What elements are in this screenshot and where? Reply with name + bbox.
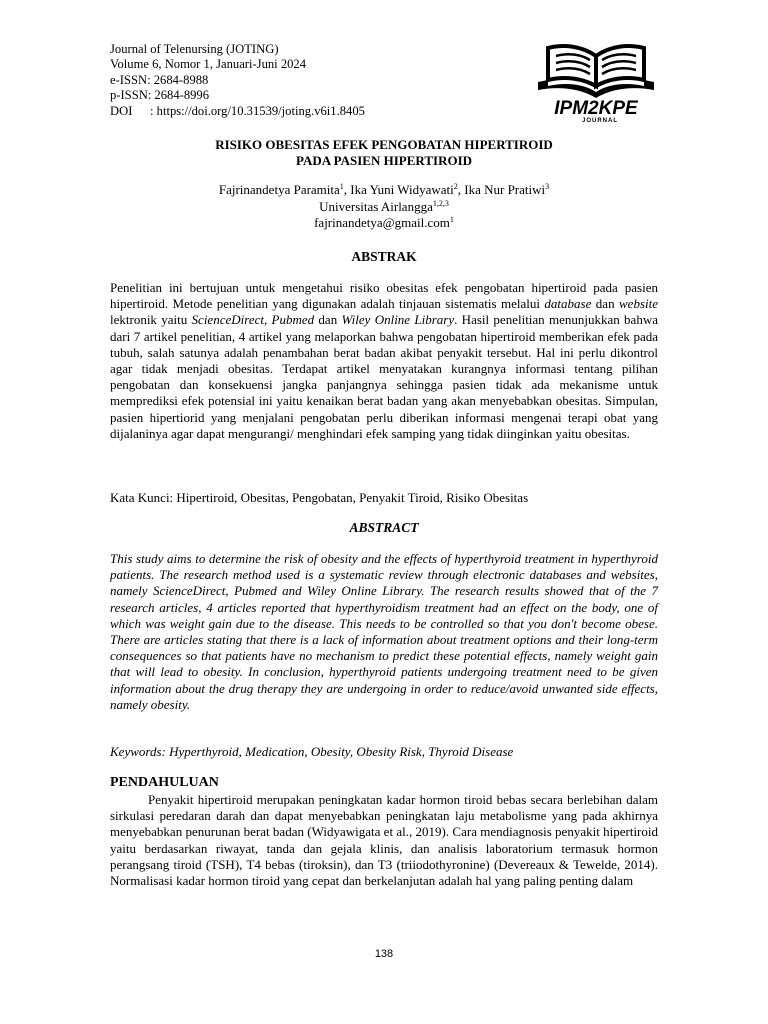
author-sep: , bbox=[343, 182, 351, 197]
abstrak-italic-term: ScienceDirect, Pubmed bbox=[191, 312, 315, 328]
affiliation-sup: 1,2,3 bbox=[432, 198, 449, 208]
kata-kunci: Kata Kunci: Hipertiroid, Obesitas, Pengobatan, Penyakit Tiroid, Risiko Obesitas bbox=[110, 490, 529, 505]
doi-link[interactable]: : https://doi.org/10.31539/joting.v6i1.8405 bbox=[150, 103, 365, 118]
abstrak-text-part: dan bbox=[591, 296, 619, 312]
author-list bbox=[110, 182, 658, 199]
title-line-1: RISIKO OBESITAS EFEK PENGOBATAN HIPERTIROID bbox=[215, 137, 553, 152]
affiliation bbox=[110, 199, 658, 216]
author-3: Ika Nur Pratiwi bbox=[464, 182, 546, 197]
author-1-sup: 1 bbox=[339, 182, 344, 191]
abstrak-text bbox=[110, 280, 658, 442]
journal-logo bbox=[534, 40, 658, 124]
paper-title bbox=[110, 137, 658, 168]
logo-sub-text: JOURNAL bbox=[581, 118, 619, 124]
author-3-sup: 3 bbox=[545, 182, 550, 191]
author-sep: , bbox=[457, 182, 465, 197]
pendahuluan-heading: PENDAHULUAN bbox=[110, 775, 219, 790]
author-email bbox=[110, 215, 658, 232]
author-1: Fajrinandetya Paramita bbox=[218, 182, 340, 197]
abstract-heading: ABSTRACT bbox=[349, 520, 419, 535]
abstrak-italic-term: website bbox=[619, 296, 658, 312]
abstrak-italic-term: database bbox=[544, 296, 592, 312]
journal-volume: Volume 6, Nomor 1, Januari-Juni 2024 bbox=[110, 57, 307, 72]
open-book-icon bbox=[534, 40, 658, 124]
affiliation-name: Universitas Airlangga bbox=[319, 198, 433, 214]
abstrak-heading: ABSTRAK bbox=[351, 249, 417, 264]
email-address[interactable]: fajrinandetya@gmail.com bbox=[314, 215, 450, 230]
author-2: Ika Yuni Widyawati bbox=[350, 182, 454, 197]
abstrak-text-part: lektronik yaitu bbox=[110, 312, 192, 328]
doi-label: DOI bbox=[110, 103, 133, 118]
journal-pissn: p-ISSN: 2684-8996 bbox=[110, 88, 210, 103]
author-2-sup: 2 bbox=[453, 182, 458, 191]
journal-doi bbox=[110, 104, 365, 119]
abstract-text: This study aims to determine the risk of obesity and the effects of hyperthyroid treatment in hyperthyroid patients. The research method used is a systematic review through electronic databases and websites, namely ScienceDirect, Pubmed and Wiley Online Library. The research results showed that of the 7 research articles, 4 articles reported that hyperthyroidism treatment had an effect on the body, one of which was weight gain due to the disease. This needs to be controlled so that you don't become obese. There are articles stating that there is a lack of information about treatment options and their long-term consequences so that patients have no mechanism to predict these potential effects, namely weight gain that will lead to obesity. In conclusion, hyperthyroid patients undergoing treatment need to be given information about the drug therapy they are undergoing in order to reduce/avoid unwanted side effects, namely obesity. bbox=[110, 551, 658, 712]
page-number: 138 bbox=[374, 948, 394, 960]
pendahuluan-text: Penyakit hipertiroid merupakan peningkatan kadar hormon tiroid bebas secara berlebihan dalam sirkulasi peredaran darah dan dapat menyebabkan peningkatan laju metabolisme yang pada akhirnya menyebabkan penurunan berat badan (Widyawigata et al., 2019). Cara mendiagnosis penyakit hipertiroid yaitu berdasarkan riwayat, tanda dan gejala klinis, dan analisis laboratorium termasuk hormon perangsang tiroid (TSH), T4 bebas (tiroksin), dan T3 (triiodothyronine) (Devereaux & Tewelde, 2014). Normalisasi kadar hormon tiroid yang cepat dan berkelanjutan adalah hal yang paling penting dalam bbox=[110, 792, 658, 889]
title-line-2: PADA PASIEN HIPERTIROID bbox=[295, 152, 473, 168]
email-sup: 1 bbox=[449, 215, 454, 224]
abstrak-text-part: dan bbox=[314, 312, 342, 328]
author-block bbox=[110, 182, 658, 232]
abstract-keywords: Keywords: Hyperthyroid, Medication, Obesity, Obesity Risk, Thyroid Disease bbox=[110, 744, 514, 759]
abstrak-italic-term: Wiley Online Library bbox=[341, 312, 455, 328]
journal-name: Journal of Telenursing (JOTING) bbox=[110, 42, 279, 56]
abstrak-text-part: Penelitian ini bertujuan untuk mengetahui risiko obesitas efek pengobatan hipertiroid pada pasien hipertiroid. Metode penelitian yang digunakan adalah tinjauan sistematis melalui bbox=[110, 280, 658, 312]
journal-eissn: e-ISSN: 2684-8988 bbox=[110, 72, 209, 87]
abstrak-text-part: . Hasil penelitian menunjukkan bahwa dari 7 artikel penelitian, 4 artikel yang melaporkan bahwa pengobatan hipertiroid memberikan efek pada tubuh, salah satunya adalah penambahan berat badan akibat penyakit tersebut. Hal ini perlu dikontrol agar tidak menjadi obesitas. Terdapat artikel menyatakan kurangnya informasi tentang pilihan pengobatan dan konsekuensi jangka panjangnya sehingga pasien tidak ada mekanisme untuk memprediksi efek potensial ini yaitu kenaikan berat badan yang akan menyebabkan obesitas. Simpulan, pasien hipertiorid yang menjalani pengobatan perlu diberikan informasi mengenai terapi obat yang dijalaninya agar dapat mengurangi/ menghindari efek samping yang tidak diinginkan yaitu obesitas. bbox=[110, 312, 658, 441]
logo-brand-text: IPM2KPE bbox=[554, 98, 638, 119]
journal-header bbox=[110, 42, 365, 119]
